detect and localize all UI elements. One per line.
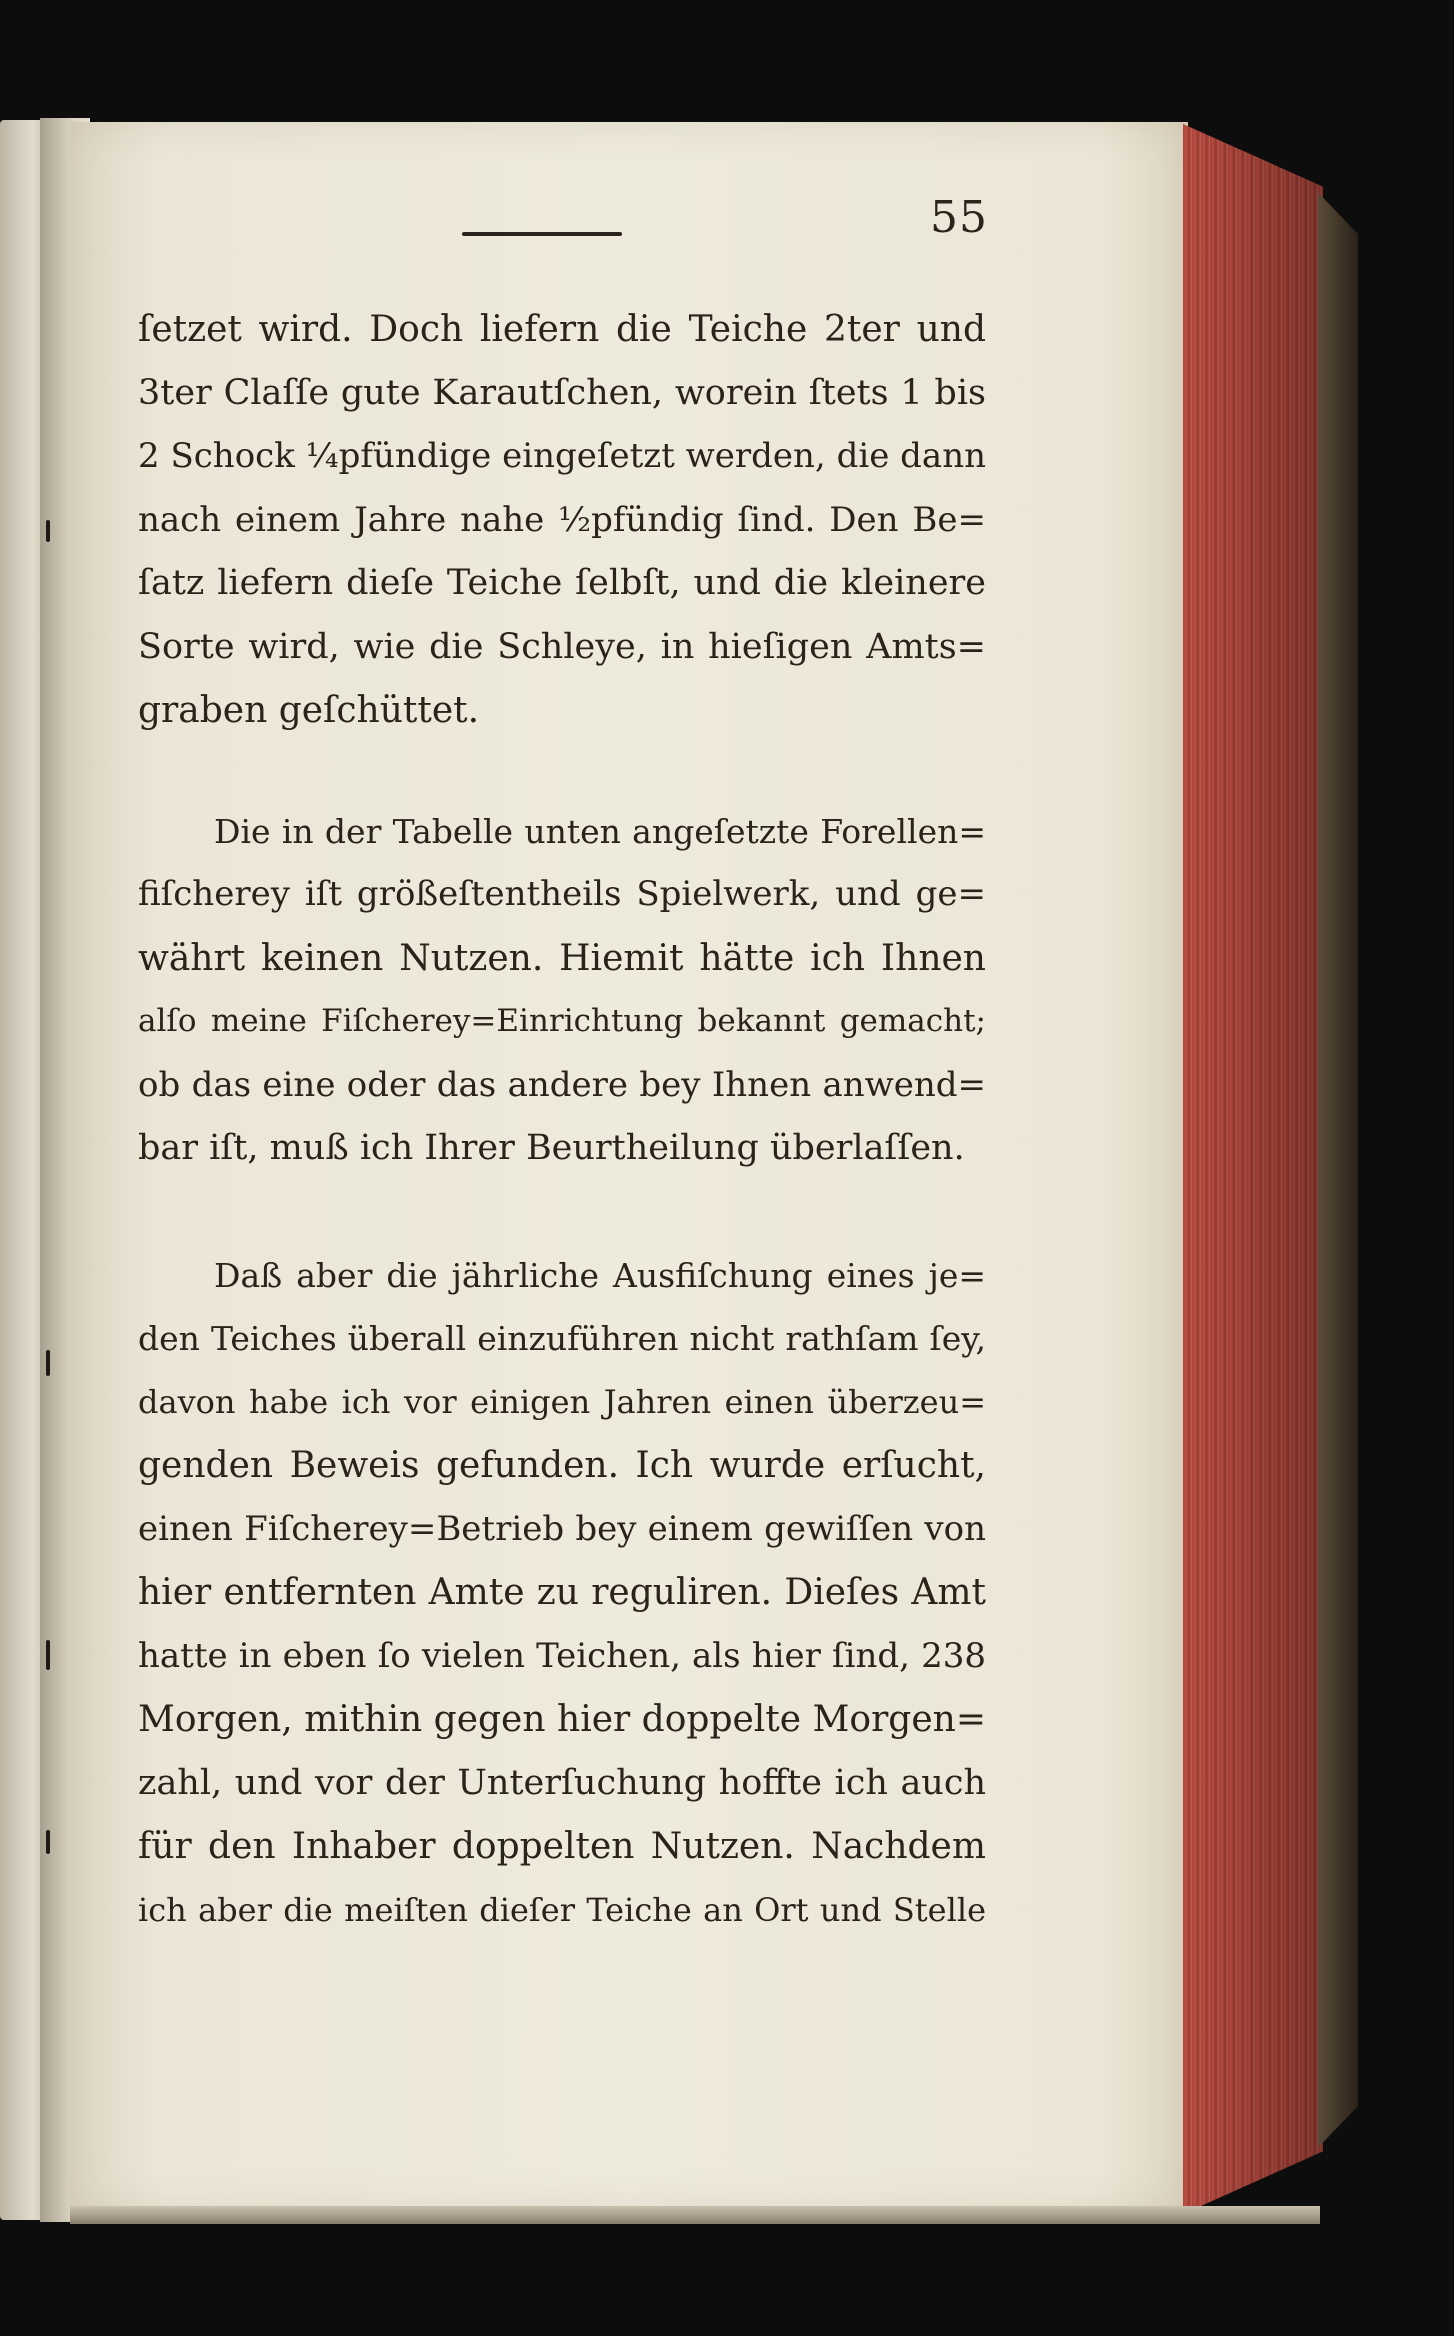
text-line: einen Fiſcherey=Betrieb bey einem gewiſſen von	[138, 1508, 986, 1549]
text-line: Morgen, mithin gegen hier doppelte Morgen=	[138, 1699, 986, 1740]
text-line: graben geſchüttet.	[138, 690, 480, 731]
page-bottom-edge	[70, 2206, 1320, 2224]
page-block-shade	[1183, 124, 1323, 2214]
text-line: für den Inhaber doppelten Nutzen. Nachdem	[138, 1826, 986, 1867]
page-number: 55	[930, 192, 988, 243]
left-page-bleed-mark	[46, 1830, 50, 1854]
text-line: den Teiches überall einzuführen nicht rathſam ſey,	[138, 1319, 986, 1358]
text-line: bar iſt, muß ich Ihrer Beurtheilung überlaſſen.	[138, 1128, 965, 1168]
text-line: 2 Schock ¼pfündige eingeſetzt werden, die dann	[138, 436, 986, 476]
body-text	[138, 298, 986, 1942]
text-line: nach einem Jahre nahe ½pfündig ſind. Den Be=	[138, 499, 986, 540]
paragraph-gap	[138, 1181, 986, 1244]
left-page-bleed-mark	[46, 520, 50, 542]
left-page-bleed-mark	[46, 1350, 50, 1376]
text-line: davon habe ich vor einigen Jahren einen überzeu=	[138, 1382, 986, 1421]
text-line: Daß aber die jährliche Ausfiſchung eines je=	[214, 1255, 986, 1295]
text-line: währt keinen Nutzen. Hiemit hätte ich Ihnen	[138, 937, 986, 979]
text-line: ich aber die meiſten dieſer Teiche an Ort und Stelle	[138, 1890, 986, 1929]
paragraph-1	[138, 298, 986, 743]
text-line: hatte in eben ſo vielen Teichen, als hier ſind, 238	[138, 1635, 986, 1676]
text-line: hier entfernten Amte zu reguliren. Dieſes Amt	[138, 1572, 986, 1613]
left-page-bleed-mark	[46, 1640, 50, 1670]
paragraph-gap	[138, 743, 986, 800]
book-cover-edge	[1318, 130, 1358, 2210]
text-line: ſatz liefern dieſe Teiche ſelbſt, und die kleinere	[138, 563, 986, 603]
paragraph-3	[138, 1244, 986, 1943]
text-line: Die in der Tabelle unten angeſetzte Forellen=	[214, 811, 986, 851]
text-line: ſetzet wird. Doch liefern die Teiche 2ter und	[138, 309, 986, 350]
paragraph-2	[138, 800, 986, 1181]
text-line: zahl, und vor der Unterſuchung hoffte ich auch	[138, 1762, 986, 1803]
text-line: Sorte wird, wie die Schleye, in hieſigen Amts=	[138, 626, 986, 667]
text-line: genden Beweis gefunden. Ich wurde erſucht,	[138, 1445, 986, 1486]
header-rule	[462, 232, 622, 236]
text-line: fiſcherey iſt größeſtentheils Spielwerk, und ge=	[138, 874, 986, 914]
text-line: ob das eine oder das andere bey Ihnen anwend=	[138, 1064, 986, 1105]
text-line: alſo meine Fiſcherey=Einrichtung bekannt gemacht;	[138, 1003, 986, 1039]
text-line: 3ter Claſſe gute Karautſchen, worein ſtets 1 bis	[138, 372, 986, 413]
